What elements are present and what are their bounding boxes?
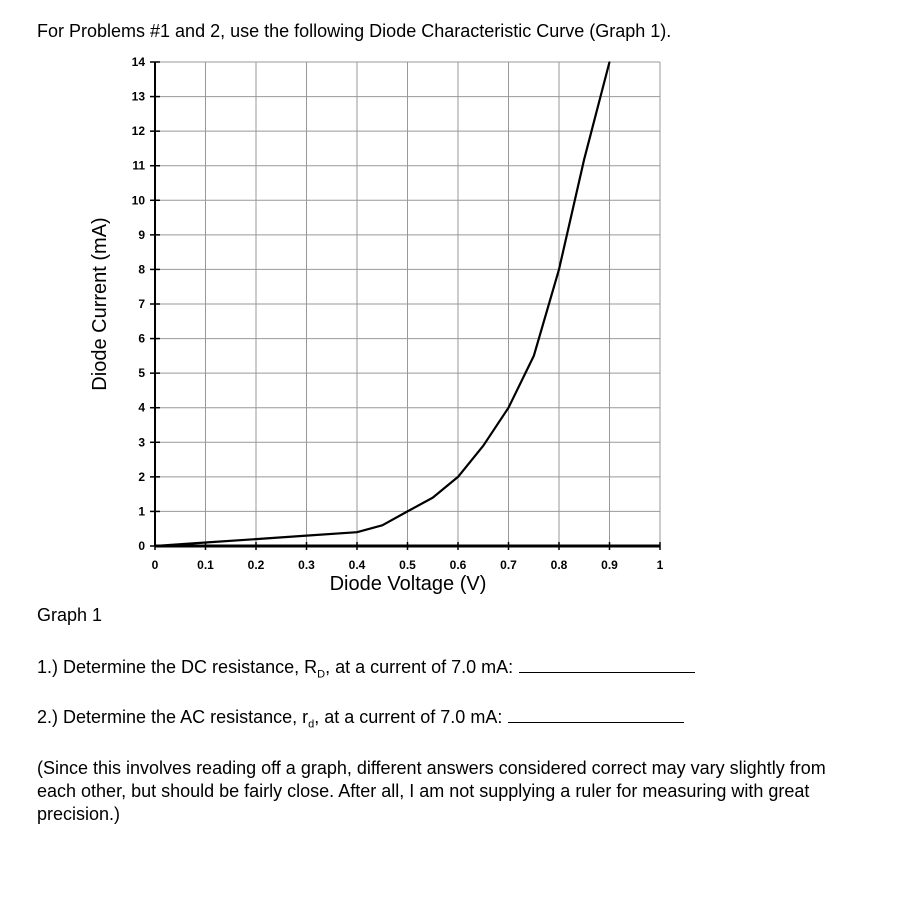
question-2-subscript: d [308, 718, 315, 731]
x-tick-label: 0.4 [348, 558, 366, 572]
curve-point [482, 445, 484, 447]
curve-point [154, 545, 156, 547]
y-tick-label: 6 [138, 331, 145, 346]
curve-point [255, 538, 257, 540]
question-2 [37, 706, 684, 731]
curve-point [432, 497, 434, 499]
y-tick-label: 10 [131, 193, 145, 208]
y-tick-label: 7 [138, 297, 145, 311]
curve-point [205, 542, 207, 544]
answer-1-blank[interactable] [519, 656, 695, 673]
y-tick-labels [132, 55, 146, 553]
curve-point [407, 511, 409, 513]
y-tick-label: 0 [138, 539, 145, 553]
x-tick-label: 0.3 [298, 558, 315, 572]
question-2-text: 2.) Determine the AC resistance, r [37, 707, 309, 727]
y-tick-label: 2 [138, 469, 145, 484]
question-1 [37, 656, 695, 681]
curve-point [583, 158, 585, 160]
chart-grid [155, 62, 660, 546]
curve-point [533, 355, 535, 357]
question-2-suffix: , at a current of 7.0 mA: [314, 707, 503, 727]
y-tick-label: 3 [138, 435, 145, 450]
y-tick-label: 4 [138, 400, 145, 415]
x-tick-label: 0.8 [550, 558, 568, 572]
x-tick-label: 0.6 [449, 558, 467, 572]
question-1-suffix: , at a current of 7.0 mA: [325, 657, 514, 677]
y-tick-label: 5 [138, 366, 145, 381]
note-paragraph: (Since this involves reading off a graph, different answers considered correct may vary slightly from each other, but should be fairly close. After all, I am not supplying a ruler for measuring with great precision.) [37, 758, 826, 824]
x-tick-label: 1 [656, 558, 664, 572]
x-axis-title: Diode Voltage (V) [329, 573, 487, 595]
y-tick-label: 14 [131, 55, 145, 69]
y-tick-label: 13 [131, 89, 145, 104]
answer-2-blank[interactable] [508, 706, 684, 723]
x-tick-label: 0.9 [601, 558, 618, 572]
curve-point [356, 531, 358, 533]
problem-heading: For Problems #1 and 2, use the following Diode Characteristic Curve (Graph 1). [37, 21, 672, 41]
x-tick-label: 0.1 [197, 558, 214, 572]
curve-point [306, 535, 308, 537]
y-tick-label: 9 [138, 227, 145, 242]
y-tick-label: 12 [131, 124, 145, 139]
x-tick-label: 0.2 [247, 558, 265, 572]
y-tick-label: 11 [132, 158, 145, 173]
x-tick-label: 0.7 [500, 558, 517, 572]
x-tick-label: 0 [151, 558, 159, 572]
y-tick-label: 1 [138, 504, 145, 519]
y-tick-label: 8 [138, 262, 145, 277]
question-1-text: 1.) Determine the DC resistance, R [37, 657, 318, 677]
curve-point [609, 61, 611, 63]
graph-caption: Graph 1 [37, 605, 103, 625]
question-1-subscript: D [317, 668, 326, 681]
y-axis-title: Diode Current (mA) [89, 217, 111, 391]
curve-point [508, 407, 510, 409]
curve-point [558, 269, 560, 271]
curve-point [381, 524, 383, 526]
x-tick-labels [152, 558, 664, 572]
curve-point [457, 476, 459, 478]
x-tick-label: 0.5 [399, 558, 416, 572]
